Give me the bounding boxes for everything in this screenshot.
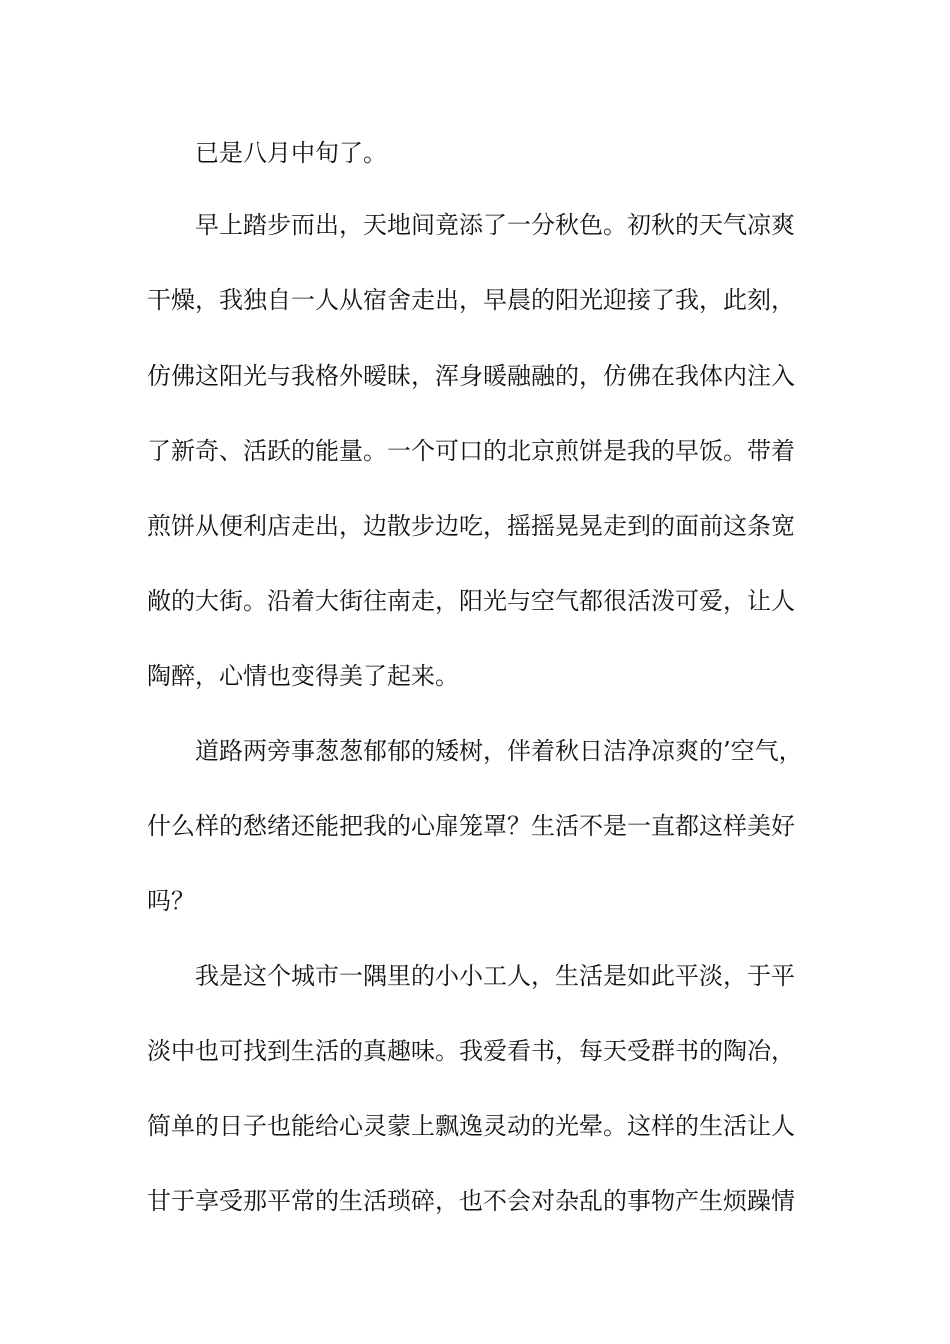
text-line: 简单的日子也能给心灵蒙上飘逸灵动的光晕。这样的生活让人 xyxy=(147,1112,795,1140)
text-line: 淡中也可找到生活的真趣味。我爱看书，每天受群书的陶冶， xyxy=(147,1037,795,1065)
text-line: 已是八月中旬了。 xyxy=(195,139,387,167)
text-line: 敞的大街。沿着大街往南走，阳光与空气都很活泼可爱，让人 xyxy=(147,587,795,615)
text-line: 煎饼从便利店走出，边散步边吃，摇摇晃晃走到的面前这条宽 xyxy=(147,512,795,540)
text-line: 道路两旁事葱葱郁郁的矮树，伴着秋日洁净凉爽的’空气， xyxy=(195,737,803,765)
text-line: 什么样的愁绪还能把我的心扉笼罩？生活不是一直都这样美好 xyxy=(147,812,795,840)
text-line: 陶醉，心情也变得美了起来。 xyxy=(147,662,459,690)
text-line: 干燥，我独自一人从宿舍走出，早晨的阳光迎接了我，此刻， xyxy=(147,286,795,314)
text-line: 早上踏步而出，天地间竟添了一分秋色。初秋的天气凉爽 xyxy=(195,211,795,239)
text-line: 我是这个城市一隅里的小小工人，生活是如此平淡，于平 xyxy=(195,962,795,990)
text-line: 仿佛这阳光与我格外暧昧，浑身暖融融的，仿佛在我体内注入 xyxy=(147,362,795,390)
text-line: 吗？ xyxy=(147,887,195,915)
text-line: 甘于享受那平常的生活琐碎，也不会对杂乱的事物产生烦躁情 xyxy=(147,1187,795,1215)
text-line: 了新奇、活跃的能量。一个可口的北京煎饼是我的早饭。带着 xyxy=(147,437,795,465)
